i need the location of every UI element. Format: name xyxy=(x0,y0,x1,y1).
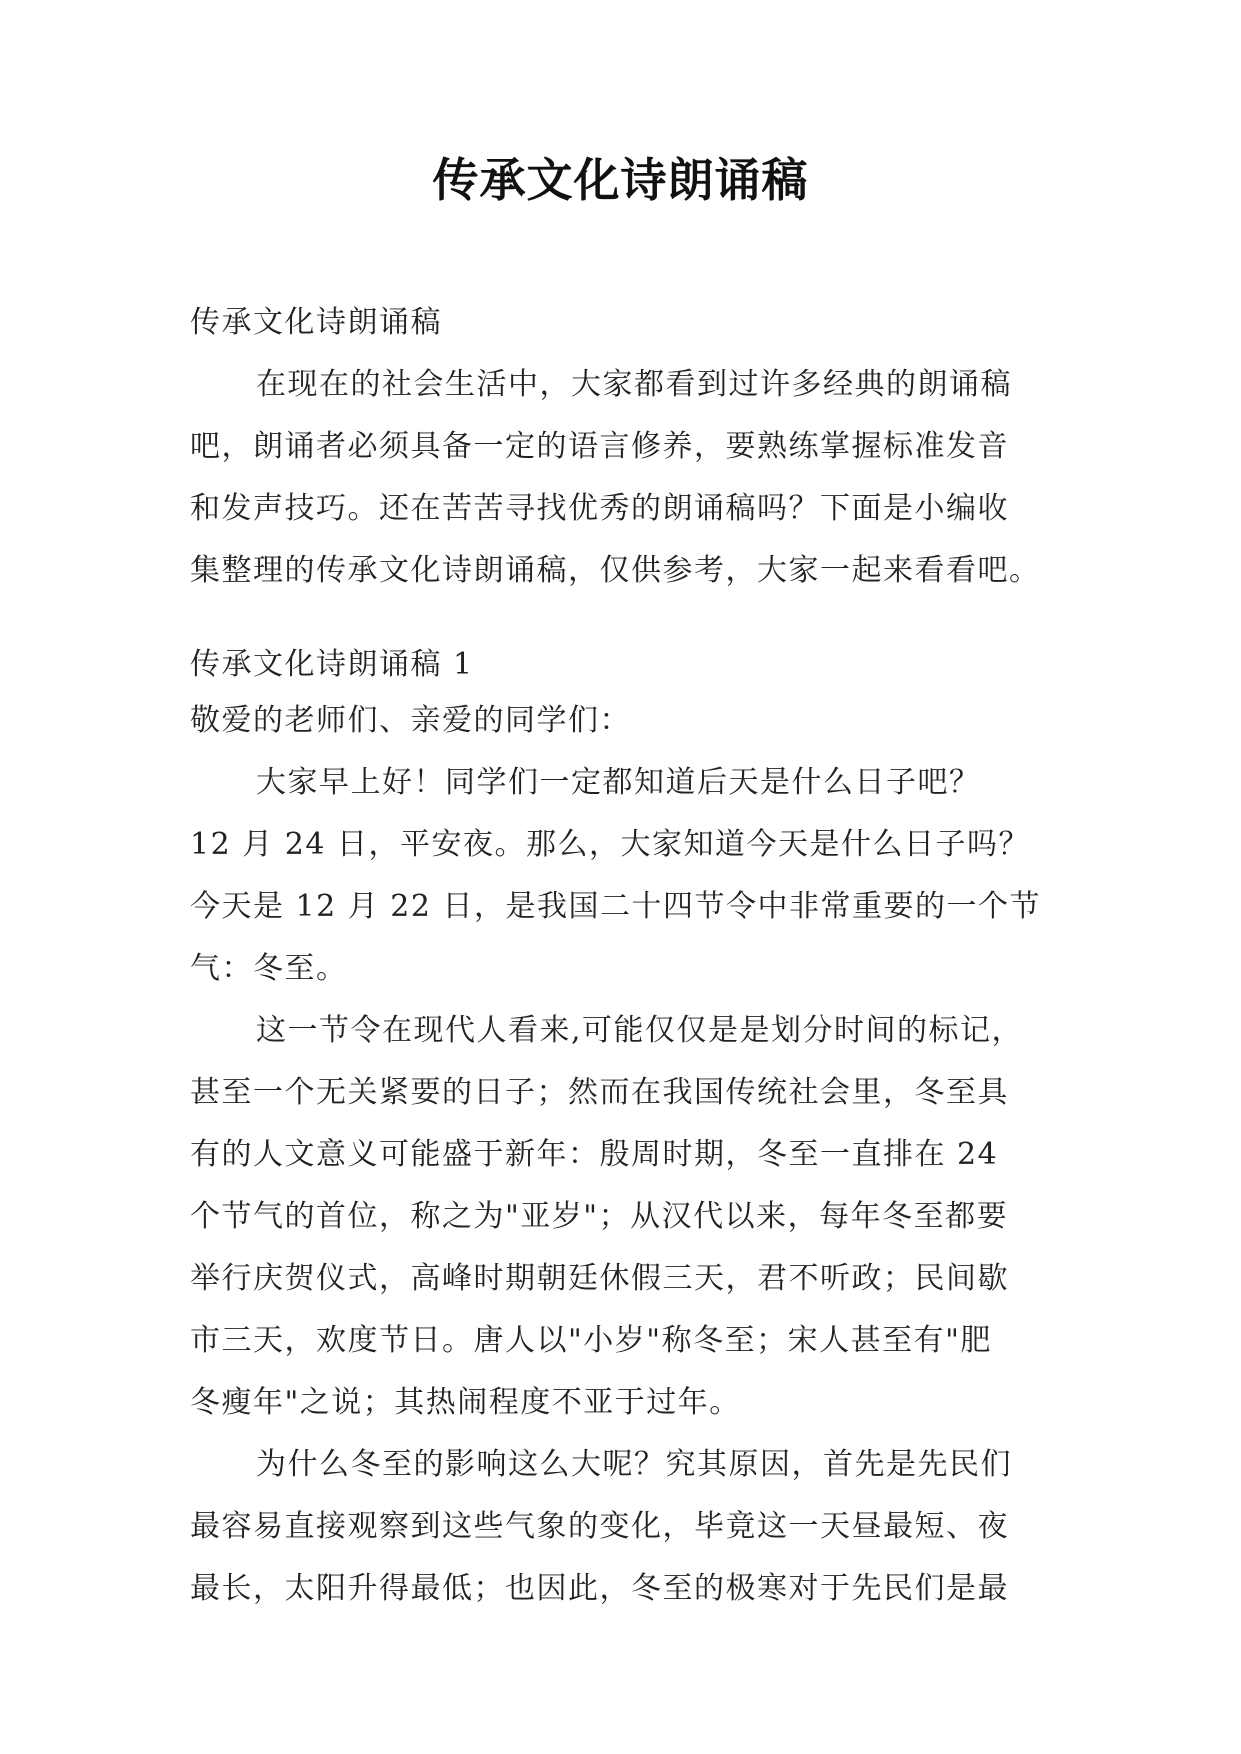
document-title: 传承文化诗朗诵稿 xyxy=(432,153,809,207)
paragraph-1 xyxy=(190,752,1050,1000)
intro-paragraph xyxy=(190,354,1050,602)
subtitle: 传承文化诗朗诵稿 xyxy=(190,305,442,340)
paragraph-line: 有的人文意义可能盛于新年：殷周时期，冬至一直排在 24 xyxy=(190,1137,999,1172)
paragraph-line: 个节气的首位，称之为"亚岁"；从汉代以来，每年冬至都要 xyxy=(190,1199,1009,1234)
paragraph-line: 最长，太阳升得最低；也因此，冬至的极寒对于先民们是最 xyxy=(190,1571,1009,1606)
paragraph-line: 市三天，欢度节日。唐人以"小岁"称冬至；宋人甚至有"肥 xyxy=(190,1323,992,1358)
intro-line: 和发声技巧。还在苦苦寻找优秀的朗诵稿吗？下面是小编收 xyxy=(190,491,1009,526)
paragraph-line: 甚至一个无关紧要的日子；然而在我国传统社会里，冬至具 xyxy=(190,1075,1009,1110)
intro-line: 吧，朗诵者必须具备一定的语言修养，要熟练掌握标准发音 xyxy=(190,429,1009,464)
paragraph-line: 举行庆贺仪式，高峰时期朝廷休假三天，君不听政；民间歇 xyxy=(190,1261,1009,1296)
paragraph-line: 冬瘦年"之说；其热闹程度不亚于过年。 xyxy=(190,1385,741,1420)
paragraph-line: 为什么冬至的影响这么大呢？究其原因，首先是先民们 xyxy=(256,1447,1012,1482)
paragraph-2 xyxy=(190,1000,1050,1434)
paragraph-line: 大家早上好！同学们一定都知道后天是什么日子吧？ xyxy=(256,765,981,800)
paragraph-line: 气：冬至。 xyxy=(190,951,348,986)
paragraph-line: 12 月 24 日，平安夜。那么，大家知道今天是什么日子吗？ xyxy=(190,827,1030,862)
document-body xyxy=(190,292,1050,1620)
section-heading: 传承文化诗朗诵稿 1 xyxy=(190,647,474,682)
section-spacer xyxy=(190,602,1050,640)
paragraph-line: 今天是 12 月 22 日，是我国二十四节令中非常重要的一个节 xyxy=(190,889,1041,924)
paragraph-3 xyxy=(190,1434,1050,1620)
greeting: 敬爱的老师们、亲爱的同学们： xyxy=(190,703,631,738)
intro-line: 集整理的传承文化诗朗诵稿，仅供参考，大家一起来看看吧。 xyxy=(190,553,1041,588)
intro-line: 在现在的社会生活中，大家都看到过许多经典的朗诵稿 xyxy=(256,367,1012,402)
paragraph-line: 这一节令在现代人看来,可能仅仅是是划分时间的标记， xyxy=(256,1013,1024,1048)
paragraph-line: 最容易直接观察到这些气象的变化，毕竟这一天昼最短、夜 xyxy=(190,1509,1009,1544)
